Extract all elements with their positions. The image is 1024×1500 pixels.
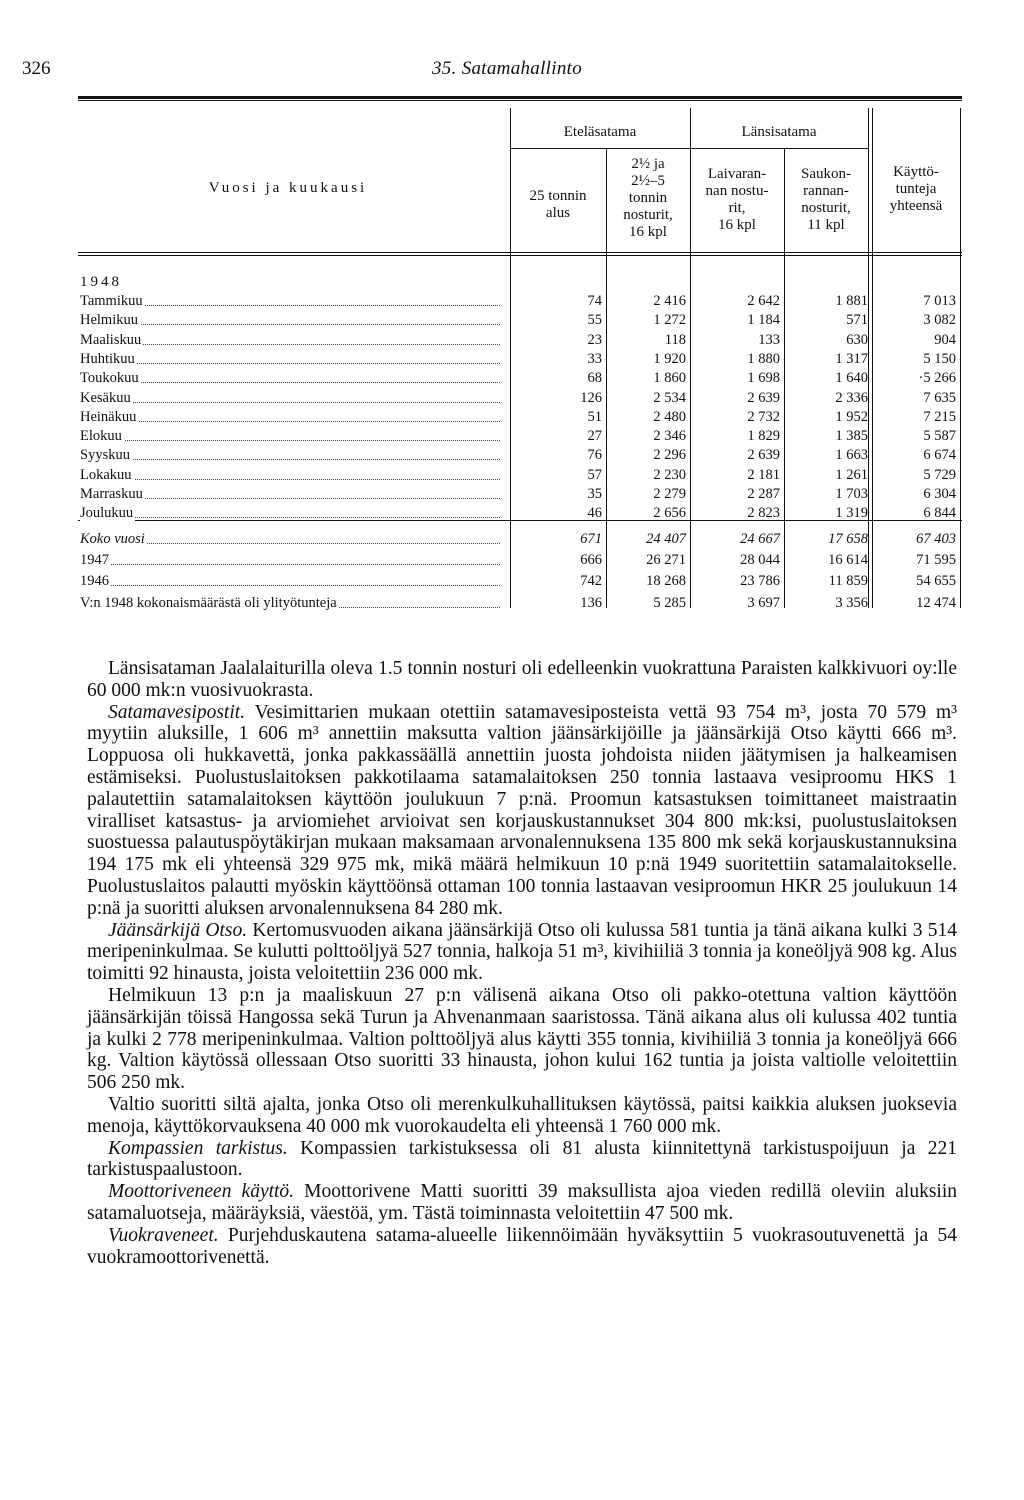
paragraph <box>87 920 957 985</box>
page-number: 326 <box>22 58 51 79</box>
header-col-4-line: rannan- <box>803 183 849 199</box>
table-cell: 3 356 <box>835 594 868 611</box>
header-col-5 <box>872 164 960 215</box>
table-row <box>78 445 962 465</box>
table-cell: 2 416 <box>653 293 686 309</box>
table-cell: 3 697 <box>747 594 780 611</box>
header-col-2-line: 2½ ja <box>631 156 665 172</box>
table-cell: 1 703 <box>835 486 868 502</box>
table-cell: 5 285 <box>653 594 686 611</box>
table-cell: 3 082 <box>923 312 956 329</box>
table-cell: 742 <box>580 573 602 590</box>
row-label <box>80 310 500 330</box>
table-cell: 2 639 <box>747 447 780 464</box>
header-lansisatama: Länsisatama <box>741 124 817 140</box>
row-label-text: Lokakuu <box>80 466 132 483</box>
table-row <box>78 388 962 408</box>
table-row <box>78 426 962 446</box>
table-cell: 1 880 <box>747 350 780 367</box>
row-label-text: V:n 1948 kokonaismäärästä oli ylityötunteja <box>80 594 337 611</box>
row-label-text: Tammikuu <box>80 293 143 309</box>
header-col-2-line: nosturit, <box>623 207 673 223</box>
table-cell: 6 304 <box>923 486 956 502</box>
row-label-text: Marraskuu <box>80 486 143 502</box>
table-row <box>78 349 962 369</box>
table-cell: 57 <box>587 466 602 483</box>
table-cell: 571 <box>846 312 868 329</box>
table-cell: 74 <box>587 293 602 309</box>
table-row <box>78 550 962 570</box>
table-cell: 55 <box>587 312 602 329</box>
header-col-1-line: 25 tonnin <box>529 188 587 204</box>
row-label <box>80 503 500 523</box>
table-cell: 5 587 <box>923 428 956 445</box>
row-label-text: Koko vuosi <box>80 531 145 547</box>
table-cell: 1 272 <box>653 312 686 329</box>
table-cell: 5 150 <box>923 350 956 367</box>
table-cell: ·5 266 <box>918 370 956 387</box>
row-label-text: 1946 <box>80 573 109 590</box>
table-cell: 23 786 <box>740 573 780 590</box>
table-cell: 2 823 <box>747 505 780 522</box>
row-label-text: 1947 <box>80 552 109 569</box>
paragraph: Länsisataman Jaalalaiturilla oleva 1.5 tonnin nosturi oli edelleenkin vuokrattuna Paraisten kalkkivuori oy:lle 60 000 mk:n vuosivuokrasta. <box>87 658 957 701</box>
table-cell: 67 403 <box>916 531 956 547</box>
table-row <box>78 593 962 613</box>
table-cell: 133 <box>758 331 780 348</box>
section-title: Kompassien tarkistus. <box>108 1137 288 1159</box>
row-label <box>80 550 500 570</box>
table-cell: 1 952 <box>835 408 868 425</box>
header-col-3-line: rit, <box>728 200 746 216</box>
table-cell: 1 317 <box>835 350 868 367</box>
section-title: Jäänsärkijä Otso. <box>108 919 248 941</box>
table-row <box>78 407 962 427</box>
row-label <box>80 349 500 369</box>
table-cell: 51 <box>587 408 602 425</box>
paragraph-text: Kertomusvuoden aikana jäänsärkijä Otso oli kulussa 581 tuntia ja tänä aikana kulki 3 514 meripeninkulmaa. Se kulutti polttoöljyä 527 tonnia, halkoja 51 m³, kivihiiliä 3 tonnia ja koneöljyä 908 kg. Alus toimitti 92 hinausta, joista veloitettiin 236 000 mk. <box>87 919 957 985</box>
row-label <box>80 445 500 465</box>
paragraph <box>87 1181 957 1225</box>
row-label <box>80 593 500 613</box>
paragraph <box>87 702 957 920</box>
row-label <box>80 388 500 408</box>
header-col-4-line: nosturit, <box>801 200 851 216</box>
header-col-5-line: Käyttö- <box>893 164 939 180</box>
table-cell: 2 336 <box>835 389 868 406</box>
table-cell: 2 296 <box>653 447 686 464</box>
section-title: Moottoriveneen käyttö. <box>108 1181 295 1203</box>
table-cell: 35 <box>587 486 602 502</box>
row-label <box>80 330 500 350</box>
table-cell: 2 480 <box>653 408 686 425</box>
section-title: Satamavesipostit. <box>108 701 246 723</box>
table-cell: 2 346 <box>653 428 686 445</box>
table-cell: 24 667 <box>740 531 780 547</box>
table-cell: 76 <box>587 447 602 464</box>
table-cell: 1 385 <box>835 428 868 445</box>
table-cell: 68 <box>587 370 602 387</box>
table-cell: 2 287 <box>747 486 780 502</box>
row-label-text: Elokuu <box>80 428 122 445</box>
row-label <box>80 465 500 485</box>
row-label-text: Helmikuu <box>80 312 138 329</box>
paragraph-text: Kompassien tarkistuksessa oli 81 alusta kiinnitettynä tarkistuspoijuun ja 221 tarkistuspaalustoon. <box>87 1137 957 1181</box>
table-cell: 1 920 <box>653 350 686 367</box>
header-etelasatama: Eteläsatama <box>563 124 637 140</box>
table-row <box>78 465 962 485</box>
header-col-3 <box>690 166 784 234</box>
table-cell: 11 859 <box>828 573 868 590</box>
table-cell: 1 881 <box>835 293 868 309</box>
table-cell: 6 674 <box>923 447 956 464</box>
table-cell: 2 279 <box>653 486 686 502</box>
header-col-2-line: tonnin <box>628 190 668 206</box>
row-label-text: Toukokuu <box>80 370 139 387</box>
header-col-4-line: Saukon- <box>801 166 851 182</box>
table-cell: 6 844 <box>923 505 956 522</box>
table-row <box>78 571 962 591</box>
paragraph-text: Purjehduskautena satama-alueelle liikennöimään hyväksyttiin 5 vuokrasoutuvenettä ja 54 vuokramoottorivenettä. <box>87 1224 957 1268</box>
header-col-2-line: 16 kpl <box>629 224 667 240</box>
header-rule <box>78 96 962 99</box>
table-cell: 46 <box>587 505 602 522</box>
row-label-text: Maaliskuu <box>80 331 142 348</box>
header-bottom-rule <box>78 252 962 253</box>
group-rule <box>510 148 868 149</box>
table-cell: 16 614 <box>828 552 868 569</box>
table-row <box>78 310 962 330</box>
row-label-text: Kesäkuu <box>80 389 131 406</box>
header-col-3-line: nan nostu- <box>705 183 769 199</box>
table-cell: 7 013 <box>923 293 956 309</box>
header-col-1 <box>510 188 606 222</box>
header-rule-thin <box>78 100 962 101</box>
table-cell: 2 732 <box>747 408 780 425</box>
table-cell: 2 656 <box>653 505 686 522</box>
table-cell: 28 044 <box>740 552 780 569</box>
header-col-5-line: yhteensä <box>889 198 943 214</box>
table-cell: 2 534 <box>653 389 686 406</box>
table-cell: 5 729 <box>923 466 956 483</box>
row-label-text: Heinäkuu <box>80 408 137 425</box>
table-cell: 904 <box>934 331 956 348</box>
header-col-3-line: 16 kpl <box>718 217 756 233</box>
table-cell: 2 639 <box>747 389 780 406</box>
statistics-table <box>78 108 962 611</box>
header-bottom-rule-2 <box>78 255 962 256</box>
running-head <box>22 58 962 84</box>
header-col-5-line: tunteja <box>895 181 937 197</box>
table-row <box>78 529 962 549</box>
table-cell: 1 319 <box>835 505 868 522</box>
header-col-4 <box>784 166 868 234</box>
table-row <box>78 291 962 311</box>
paragraph: Valtio suoritti siltä ajalta, jonka Otso oli merenkulkuhallituksen käytössä, paitsi kaikkia aluksen juoksevia menoja, käyttökorvauksena 40 000 mk vuorokaudelta eli yhteensä 1 760 000 mk. <box>87 1093 957 1137</box>
table-cell: 2 642 <box>747 293 780 309</box>
row-label-text: Huhtikuu <box>80 350 135 367</box>
table-cell: 1 640 <box>835 370 868 387</box>
table-cell: 27 <box>587 428 602 445</box>
table-cell: 118 <box>664 331 686 348</box>
table-cell: 33 <box>587 350 602 367</box>
table-cell: 18 268 <box>646 573 686 590</box>
year-label: 1948 <box>80 274 122 290</box>
table-row <box>78 368 962 388</box>
table-cell: 2 181 <box>747 466 780 483</box>
table-cell: 2 230 <box>653 466 686 483</box>
row-label-text: Joulukuu <box>80 505 134 522</box>
table-cell: 7 215 <box>923 408 956 425</box>
header-col-2-line: 2½–5 <box>631 173 665 189</box>
table-cell: 17 658 <box>828 531 868 547</box>
table-row <box>78 503 962 523</box>
table-cell: 7 635 <box>923 389 956 406</box>
header-col-2 <box>606 156 690 241</box>
section-title: Vuokraveneet. <box>108 1224 219 1246</box>
table-cell: 26 271 <box>646 552 686 569</box>
row-label <box>80 484 500 504</box>
row-label <box>80 571 500 591</box>
paragraph <box>87 1138 957 1182</box>
table-cell: 54 655 <box>916 573 956 590</box>
table-cell: 671 <box>580 531 602 547</box>
table-cell: 630 <box>846 331 868 348</box>
table-row <box>78 330 962 350</box>
table-cell: 1 829 <box>747 428 780 445</box>
table-cell: 666 <box>580 552 602 569</box>
table-cell: 126 <box>580 389 602 406</box>
header-col-3-line: Laivaran- <box>707 166 767 182</box>
row-label <box>80 426 500 446</box>
header-col-4-line: 11 kpl <box>807 217 845 233</box>
table-row <box>78 484 962 504</box>
table-cell: 1 860 <box>653 370 686 387</box>
body-text <box>87 658 957 1268</box>
paragraph <box>87 1225 957 1269</box>
row-label-text: Syyskuu <box>80 447 130 464</box>
table-cell: 12 474 <box>916 594 956 611</box>
header-row-label: Vuosi ja kuukausi <box>208 180 368 196</box>
paragraph-text: Moottorivene Matti suoritti 39 maksullista ajoa vieden redillä oleviin aluksiin satamaluotseja, määräyksiä, väestöä, ym. Tästä toiminnasta veloitettiin 47 500 mk. <box>87 1181 957 1224</box>
table-cell: 136 <box>580 594 602 611</box>
table-cell: 1 261 <box>835 466 868 483</box>
row-label <box>80 291 500 311</box>
table-cell: 1 663 <box>835 447 868 464</box>
row-label <box>80 407 500 427</box>
table-cell: 24 407 <box>646 531 686 547</box>
row-label <box>80 368 500 388</box>
table-cell: 23 <box>587 331 602 348</box>
table-cell: 1 698 <box>747 370 780 387</box>
table-cell: 1 184 <box>747 312 780 329</box>
running-title: 35. Satamahallinto <box>432 58 583 79</box>
header-col-1-line: alus <box>545 205 571 221</box>
row-label <box>80 529 500 549</box>
paragraph: Helmikuun 13 p:n ja maaliskuun 27 p:n välisenä aikana Otso oli pakko-otettuna valtion käyttöön jäänsärkijän töissä Hangossa sekä Turun ja Ahvenanmaan saaristossa. Tänä aikana alus oli kulussa 402 tuntia ja kulki 2 778 meripeninkulmaa. Valtion polttoöljyä alus käytti 355 tonnia, kivihiiliä 3 tonnia ja koneöljyä 666 kg. Valtion käytössä ollessaan Otso suoritti 33 hinausta, johon kului 162 tuntia ja joista valtiolle veloitettiin 506 250 mk. <box>87 984 957 1094</box>
table-cell: 71 595 <box>916 552 956 569</box>
paragraph-text: Vesimittarien mukaan otettiin satamavesiposteista vettä 93 754 m³, josta 70 579 m³ myytiin aluksille, 1 606 m³ annettiin maksutta valtion jäänsärkijöille ja jäänsärkijä Otso käytti 666 m³. Loppuosa oli hukkavettä, jonka pakkassäällä annettiin juosta johdoista niiden jäätymisen ja halkeamisen estämiseksi. Puolustuslaitoksen pakkotilaama satamalaitoksen 250 tonnia lastaava vesiproomu HKS 1 palautettiin satamalaitoksen käyttöön joulukuun 7 p:nä. Proomun katsastuksen toimittaneet maistraatin viralliset katsastus- ja arviomiehet arvioivat sen korjauskustannukset 304 800 mk:ksi, puolustuslaitoksen suostuessa palautuspöytäkirjan mukaan maksamaan arvonalennuksena 135 800 mk sekä korjauskustannuksina 194 175 mk eli yhteensä 329 975 mk, mikä määrä helmikuun 10 p:nä 1949 suoritettiin satamalaitokselle. Puolustuslaitos palautti myöskin käyttöönsä ottaman 100 tonnia lastaavan vesiproomun HKR 25 joulukuun 14 p:nä ja suoritti aluksen arvonalennuksena 84 280 mk. <box>87 701 957 919</box>
